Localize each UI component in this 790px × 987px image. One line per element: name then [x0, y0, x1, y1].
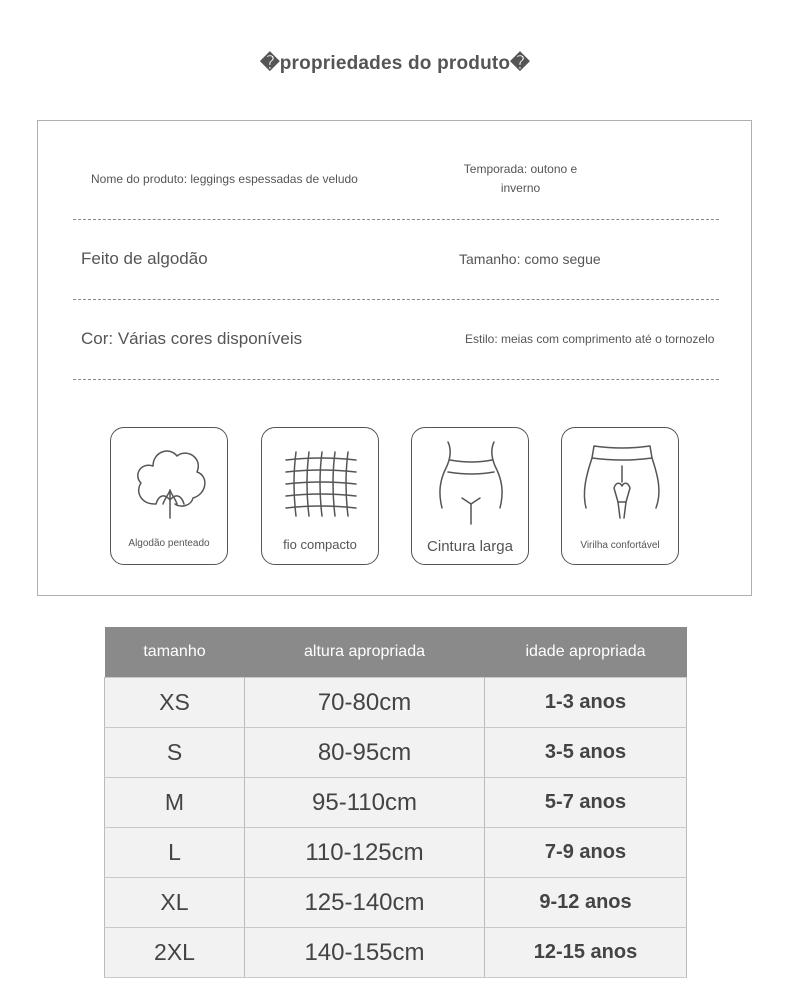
age-cell: 3-5 anos: [485, 728, 687, 778]
cotton-flower-icon: [111, 428, 229, 538]
height-cell: 140-155cm: [245, 928, 485, 978]
column-header-height: altura apropriada: [245, 627, 485, 678]
feature-icons: [110, 427, 690, 567]
page-title: �propriedades do produto�: [260, 53, 530, 74]
age-cell: 1-3 anos: [485, 678, 687, 728]
age-cell: 7-9 anos: [485, 828, 687, 878]
size-cell: XL: [105, 878, 245, 928]
table-row: [105, 878, 687, 928]
column-header-age: idade apropriada: [485, 627, 687, 678]
feature-card: [261, 427, 379, 565]
size-chart-table: [104, 627, 687, 978]
property-material: Feito de algodão: [81, 249, 208, 268]
feature-card: [110, 427, 228, 565]
crotch-icon: [562, 428, 680, 538]
property-size: Tamanho: como segue: [459, 251, 601, 267]
property-color: Cor: Várias cores disponíveis: [81, 329, 303, 348]
feature-label: Algodão penteado: [128, 538, 210, 549]
age-cell: 9-12 anos: [485, 878, 687, 928]
table-row: [105, 678, 687, 728]
property-style: Estilo: meias com comprimento até o tornozelo: [465, 332, 715, 346]
height-cell: 110-125cm: [245, 828, 485, 878]
table-row: [105, 828, 687, 878]
property-row: [73, 219, 719, 300]
property-row: [73, 139, 719, 220]
feature-label: Virilha confortável: [580, 540, 660, 551]
size-cell: L: [105, 828, 245, 878]
height-cell: 70-80cm: [245, 678, 485, 728]
size-cell: S: [105, 728, 245, 778]
column-header-size: tamanho: [105, 627, 245, 678]
table-header-row: [105, 627, 687, 678]
feature-label: fio compacto: [283, 537, 357, 552]
feature-card: [411, 427, 529, 565]
size-cell: XS: [105, 678, 245, 728]
property-row: [73, 299, 719, 380]
height-cell: 125-140cm: [245, 878, 485, 928]
table-row: [105, 778, 687, 828]
wide-waist-icon: [412, 428, 530, 538]
product-properties-panel: [37, 120, 752, 596]
property-season: [453, 139, 719, 219]
property-season-text: Temporada: outono e inverno: [463, 162, 578, 195]
table-row: [105, 728, 687, 778]
age-cell: 5-7 anos: [485, 778, 687, 828]
feature-label: Cintura larga: [427, 538, 513, 555]
age-cell: 12-15 anos: [485, 928, 687, 978]
size-cell: M: [105, 778, 245, 828]
height-cell: 80-95cm: [245, 728, 485, 778]
property-product-name: Nome do produto: leggings espessadas de veludo: [91, 172, 358, 186]
size-cell: 2XL: [105, 928, 245, 978]
feature-card: [561, 427, 679, 565]
table-row: [105, 928, 687, 978]
yarn-grid-icon: [262, 428, 380, 538]
height-cell: 95-110cm: [245, 778, 485, 828]
